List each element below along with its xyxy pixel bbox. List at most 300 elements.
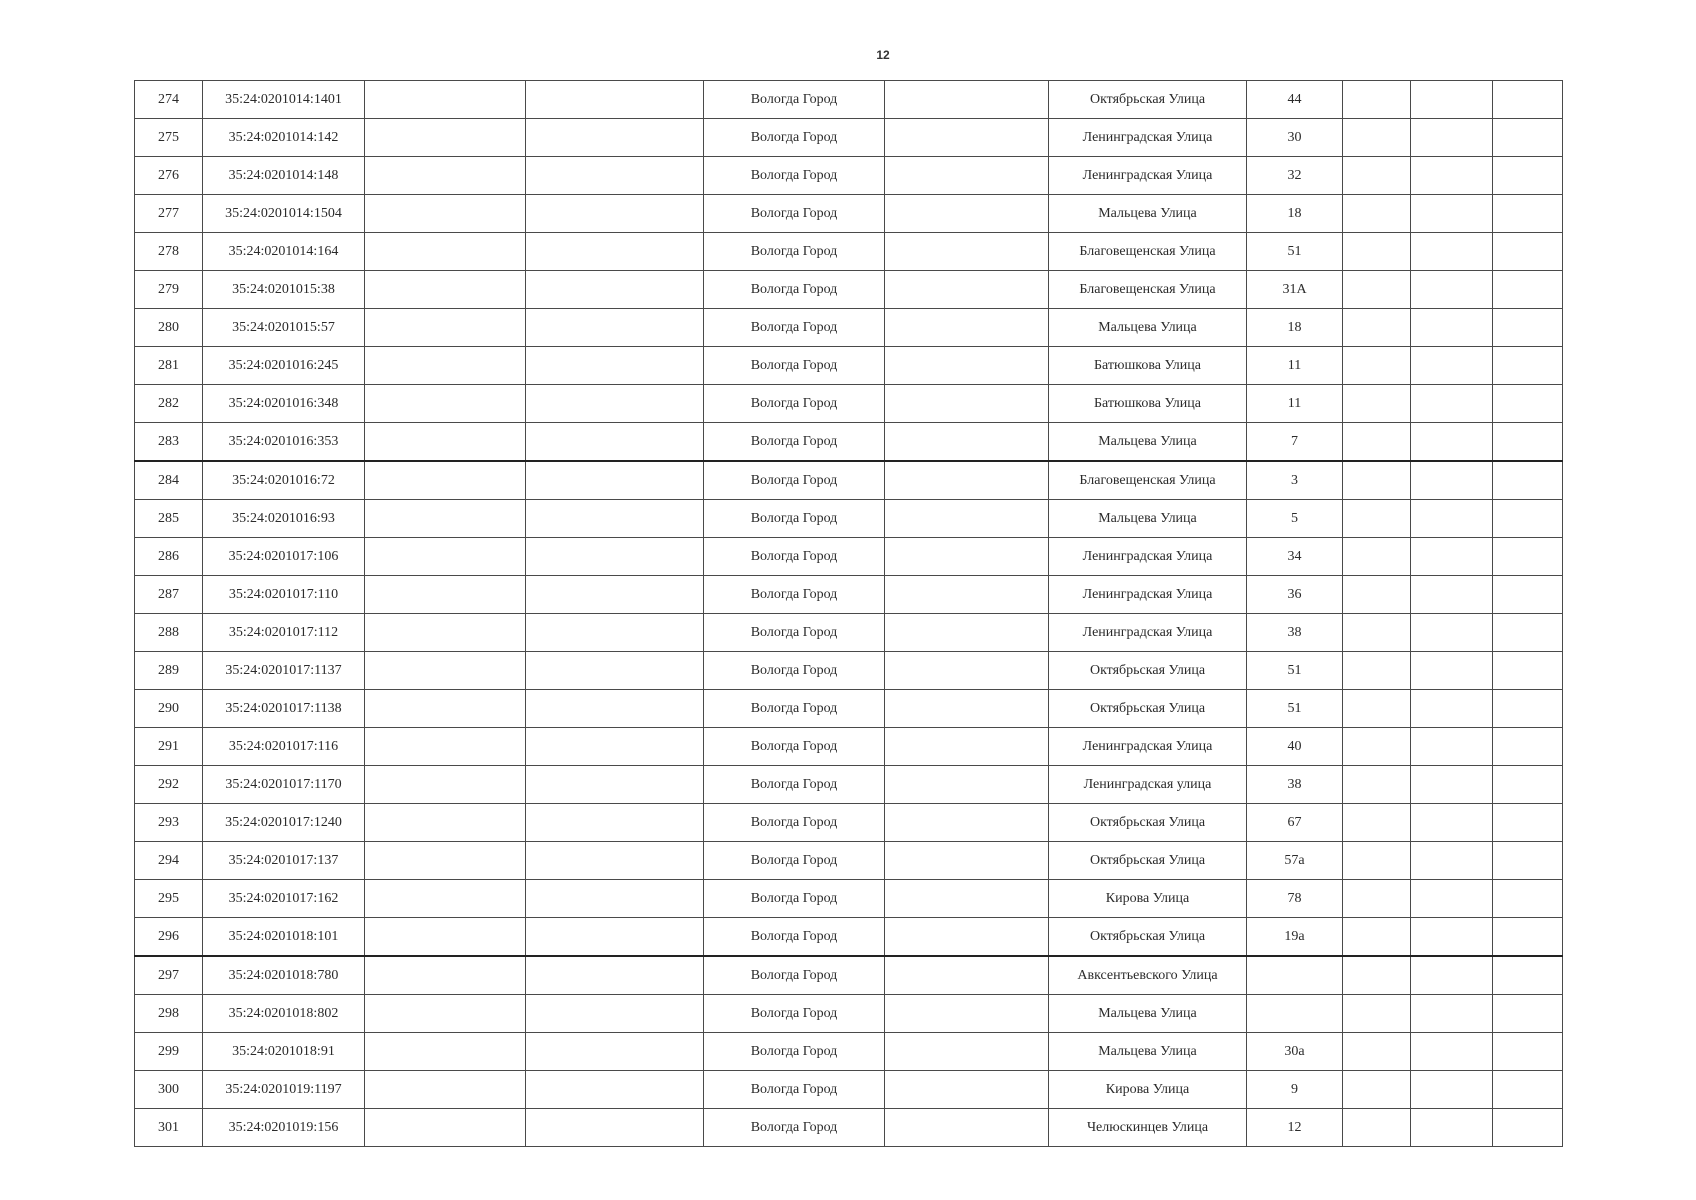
empty-cell bbox=[365, 81, 526, 119]
empty-cell bbox=[1411, 918, 1493, 957]
empty-cell bbox=[526, 576, 704, 614]
table-row bbox=[135, 728, 1563, 766]
cadastral-number-cell: 35:24:0201017:162 bbox=[203, 880, 365, 918]
empty-cell bbox=[365, 1109, 526, 1147]
street-cell: Октябрьская Улица bbox=[1049, 81, 1247, 119]
table-row bbox=[135, 956, 1563, 995]
empty-cell bbox=[1493, 1033, 1563, 1071]
table-row bbox=[135, 576, 1563, 614]
table-row bbox=[135, 995, 1563, 1033]
table-row bbox=[135, 538, 1563, 576]
empty-cell bbox=[1493, 880, 1563, 918]
row-number-cell: 301 bbox=[135, 1109, 203, 1147]
locality-cell: Вологда Город bbox=[704, 1071, 885, 1109]
row-number-cell: 298 bbox=[135, 995, 203, 1033]
row-number-cell: 274 bbox=[135, 81, 203, 119]
house-number-cell: 18 bbox=[1247, 195, 1343, 233]
house-number-cell: 18 bbox=[1247, 309, 1343, 347]
house-number-cell: 19а bbox=[1247, 918, 1343, 957]
empty-cell bbox=[365, 842, 526, 880]
locality-cell: Вологда Город bbox=[704, 918, 885, 957]
empty-cell bbox=[365, 309, 526, 347]
empty-cell bbox=[1493, 423, 1563, 462]
cadastral-number-cell: 35:24:0201014:148 bbox=[203, 157, 365, 195]
locality-cell: Вологда Город bbox=[704, 157, 885, 195]
house-number-cell: 38 bbox=[1247, 614, 1343, 652]
empty-cell bbox=[1343, 728, 1411, 766]
empty-cell bbox=[1411, 1109, 1493, 1147]
empty-cell bbox=[1411, 1071, 1493, 1109]
empty-cell bbox=[526, 614, 704, 652]
house-number-cell: 32 bbox=[1247, 157, 1343, 195]
empty-cell bbox=[885, 119, 1049, 157]
table-row bbox=[135, 119, 1563, 157]
empty-cell bbox=[885, 995, 1049, 1033]
table-row bbox=[135, 1071, 1563, 1109]
locality-cell: Вологда Город bbox=[704, 500, 885, 538]
empty-cell bbox=[526, 842, 704, 880]
empty-cell bbox=[526, 119, 704, 157]
empty-cell bbox=[1343, 956, 1411, 995]
empty-cell bbox=[1343, 347, 1411, 385]
empty-cell bbox=[526, 728, 704, 766]
empty-cell bbox=[1343, 1033, 1411, 1071]
empty-cell bbox=[526, 500, 704, 538]
empty-cell bbox=[1343, 995, 1411, 1033]
cadastral-number-cell: 35:24:0201017:116 bbox=[203, 728, 365, 766]
locality-cell: Вологда Город bbox=[704, 576, 885, 614]
empty-cell bbox=[365, 233, 526, 271]
empty-cell bbox=[1343, 766, 1411, 804]
street-cell: Октябрьская Улица bbox=[1049, 842, 1247, 880]
table-row bbox=[135, 385, 1563, 423]
house-number-cell: 34 bbox=[1247, 538, 1343, 576]
empty-cell bbox=[1493, 157, 1563, 195]
cadastral-number-cell: 35:24:0201019:1197 bbox=[203, 1071, 365, 1109]
house-number-cell: 51 bbox=[1247, 652, 1343, 690]
empty-cell bbox=[1493, 233, 1563, 271]
street-cell: Батюшкова Улица bbox=[1049, 385, 1247, 423]
empty-cell bbox=[526, 690, 704, 728]
empty-cell bbox=[885, 309, 1049, 347]
cadastral-number-cell: 35:24:0201017:1138 bbox=[203, 690, 365, 728]
street-cell: Мальцева Улица bbox=[1049, 995, 1247, 1033]
empty-cell bbox=[1343, 842, 1411, 880]
house-number-cell bbox=[1247, 956, 1343, 995]
row-number-cell: 279 bbox=[135, 271, 203, 309]
row-number-cell: 277 bbox=[135, 195, 203, 233]
empty-cell bbox=[1343, 157, 1411, 195]
street-cell: Ленинградская Улица bbox=[1049, 157, 1247, 195]
empty-cell bbox=[365, 538, 526, 576]
empty-cell bbox=[1343, 1071, 1411, 1109]
row-number-cell: 276 bbox=[135, 157, 203, 195]
empty-cell bbox=[1493, 538, 1563, 576]
empty-cell bbox=[1493, 195, 1563, 233]
empty-cell bbox=[365, 461, 526, 500]
table-row bbox=[135, 195, 1563, 233]
empty-cell bbox=[1343, 652, 1411, 690]
empty-cell bbox=[526, 1033, 704, 1071]
empty-cell bbox=[365, 995, 526, 1033]
table-row bbox=[135, 233, 1563, 271]
table-row bbox=[135, 271, 1563, 309]
empty-cell bbox=[1343, 81, 1411, 119]
empty-cell bbox=[1493, 385, 1563, 423]
empty-cell bbox=[365, 804, 526, 842]
empty-cell bbox=[885, 195, 1049, 233]
empty-cell bbox=[1493, 956, 1563, 995]
street-cell: Батюшкова Улица bbox=[1049, 347, 1247, 385]
empty-cell bbox=[1343, 423, 1411, 462]
empty-cell bbox=[1493, 766, 1563, 804]
cadastral-number-cell: 35:24:0201017:110 bbox=[203, 576, 365, 614]
row-number-cell: 294 bbox=[135, 842, 203, 880]
cadastral-number-cell: 35:24:0201014:1504 bbox=[203, 195, 365, 233]
locality-cell: Вологда Город bbox=[704, 804, 885, 842]
house-number-cell: 11 bbox=[1247, 347, 1343, 385]
empty-cell bbox=[1493, 81, 1563, 119]
empty-cell bbox=[526, 995, 704, 1033]
empty-cell bbox=[365, 918, 526, 957]
cadastral-number-cell: 35:24:0201015:57 bbox=[203, 309, 365, 347]
locality-cell: Вологда Город bbox=[704, 766, 885, 804]
empty-cell bbox=[885, 880, 1049, 918]
house-number-cell: 78 bbox=[1247, 880, 1343, 918]
empty-cell bbox=[885, 1033, 1049, 1071]
empty-cell bbox=[1493, 309, 1563, 347]
empty-cell bbox=[365, 1071, 526, 1109]
table-row bbox=[135, 918, 1563, 957]
empty-cell bbox=[1411, 804, 1493, 842]
row-number-cell: 282 bbox=[135, 385, 203, 423]
row-number-cell: 285 bbox=[135, 500, 203, 538]
registry-table-body bbox=[135, 81, 1563, 1147]
row-number-cell: 288 bbox=[135, 614, 203, 652]
cadastral-number-cell: 35:24:0201018:802 bbox=[203, 995, 365, 1033]
cadastral-number-cell: 35:24:0201018:91 bbox=[203, 1033, 365, 1071]
empty-cell bbox=[1343, 538, 1411, 576]
empty-cell bbox=[526, 1071, 704, 1109]
street-cell: Мальцева Улица bbox=[1049, 195, 1247, 233]
row-number-cell: 283 bbox=[135, 423, 203, 462]
empty-cell bbox=[1411, 1033, 1493, 1071]
empty-cell bbox=[1493, 728, 1563, 766]
house-number-cell: 51 bbox=[1247, 690, 1343, 728]
empty-cell bbox=[526, 804, 704, 842]
table-row bbox=[135, 880, 1563, 918]
empty-cell bbox=[526, 423, 704, 462]
street-cell: Ленинградская Улица bbox=[1049, 614, 1247, 652]
empty-cell bbox=[885, 1109, 1049, 1147]
empty-cell bbox=[1411, 81, 1493, 119]
cadastral-number-cell: 35:24:0201015:38 bbox=[203, 271, 365, 309]
locality-cell: Вологда Город bbox=[704, 81, 885, 119]
empty-cell bbox=[365, 766, 526, 804]
empty-cell bbox=[1411, 195, 1493, 233]
street-cell: Благовещенская Улица bbox=[1049, 233, 1247, 271]
table-row bbox=[135, 461, 1563, 500]
empty-cell bbox=[526, 880, 704, 918]
empty-cell bbox=[1411, 157, 1493, 195]
empty-cell bbox=[1493, 461, 1563, 500]
row-number-cell: 286 bbox=[135, 538, 203, 576]
house-number-cell: 30а bbox=[1247, 1033, 1343, 1071]
empty-cell bbox=[1343, 804, 1411, 842]
row-number-cell: 287 bbox=[135, 576, 203, 614]
empty-cell bbox=[365, 347, 526, 385]
empty-cell bbox=[1493, 119, 1563, 157]
street-cell: Благовещенская Улица bbox=[1049, 271, 1247, 309]
cadastral-number-cell: 35:24:0201019:156 bbox=[203, 1109, 365, 1147]
empty-cell bbox=[365, 157, 526, 195]
empty-cell bbox=[1411, 956, 1493, 995]
cadastral-number-cell: 35:24:0201014:142 bbox=[203, 119, 365, 157]
table-row bbox=[135, 652, 1563, 690]
empty-cell bbox=[1493, 614, 1563, 652]
empty-cell bbox=[1343, 233, 1411, 271]
cadastral-number-cell: 35:24:0201014:164 bbox=[203, 233, 365, 271]
empty-cell bbox=[1411, 614, 1493, 652]
house-number-cell: 3 bbox=[1247, 461, 1343, 500]
empty-cell bbox=[885, 347, 1049, 385]
house-number-cell: 51 bbox=[1247, 233, 1343, 271]
empty-cell bbox=[365, 1033, 526, 1071]
empty-cell bbox=[1343, 119, 1411, 157]
empty-cell bbox=[1411, 576, 1493, 614]
empty-cell bbox=[1411, 119, 1493, 157]
empty-cell bbox=[1343, 1109, 1411, 1147]
street-cell: Кирова Улица bbox=[1049, 1071, 1247, 1109]
locality-cell: Вологда Город bbox=[704, 1109, 885, 1147]
empty-cell bbox=[885, 766, 1049, 804]
locality-cell: Вологда Город bbox=[704, 233, 885, 271]
empty-cell bbox=[885, 423, 1049, 462]
empty-cell bbox=[526, 652, 704, 690]
locality-cell: Вологда Город bbox=[704, 690, 885, 728]
street-cell: Октябрьская Улица bbox=[1049, 804, 1247, 842]
empty-cell bbox=[526, 271, 704, 309]
house-number-cell bbox=[1247, 995, 1343, 1033]
table-row bbox=[135, 804, 1563, 842]
table-row bbox=[135, 347, 1563, 385]
empty-cell bbox=[365, 423, 526, 462]
locality-cell: Вологда Город bbox=[704, 119, 885, 157]
house-number-cell: 12 bbox=[1247, 1109, 1343, 1147]
row-number-cell: 300 bbox=[135, 1071, 203, 1109]
empty-cell bbox=[365, 614, 526, 652]
empty-cell bbox=[365, 576, 526, 614]
locality-cell: Вологда Город bbox=[704, 385, 885, 423]
empty-cell bbox=[1411, 233, 1493, 271]
empty-cell bbox=[1493, 347, 1563, 385]
cadastral-number-cell: 35:24:0201016:353 bbox=[203, 423, 365, 462]
empty-cell bbox=[1493, 1109, 1563, 1147]
table-row bbox=[135, 500, 1563, 538]
row-number-cell: 281 bbox=[135, 347, 203, 385]
empty-cell bbox=[526, 538, 704, 576]
empty-cell bbox=[526, 157, 704, 195]
locality-cell: Вологда Город bbox=[704, 880, 885, 918]
empty-cell bbox=[1411, 309, 1493, 347]
locality-cell: Вологда Город bbox=[704, 538, 885, 576]
empty-cell bbox=[1411, 423, 1493, 462]
cadastral-number-cell: 35:24:0201017:1240 bbox=[203, 804, 365, 842]
empty-cell bbox=[526, 766, 704, 804]
street-cell: Октябрьская Улица bbox=[1049, 690, 1247, 728]
table-row bbox=[135, 690, 1563, 728]
empty-cell bbox=[1493, 918, 1563, 957]
empty-cell bbox=[365, 880, 526, 918]
empty-cell bbox=[365, 690, 526, 728]
house-number-cell: 9 bbox=[1247, 1071, 1343, 1109]
empty-cell bbox=[1343, 461, 1411, 500]
cadastral-number-cell: 35:24:0201018:780 bbox=[203, 956, 365, 995]
street-cell: Авксентьевского Улица bbox=[1049, 956, 1247, 995]
row-number-cell: 296 bbox=[135, 918, 203, 957]
street-cell: Благовещенская Улица bbox=[1049, 461, 1247, 500]
row-number-cell: 275 bbox=[135, 119, 203, 157]
house-number-cell: 57а bbox=[1247, 842, 1343, 880]
cadastral-number-cell: 35:24:0201016:348 bbox=[203, 385, 365, 423]
table-row bbox=[135, 81, 1563, 119]
locality-cell: Вологда Город bbox=[704, 347, 885, 385]
row-number-cell: 280 bbox=[135, 309, 203, 347]
empty-cell bbox=[885, 804, 1049, 842]
empty-cell bbox=[1411, 347, 1493, 385]
street-cell: Октябрьская Улица bbox=[1049, 918, 1247, 957]
empty-cell bbox=[885, 461, 1049, 500]
empty-cell bbox=[1411, 728, 1493, 766]
empty-cell bbox=[885, 614, 1049, 652]
house-number-cell: 38 bbox=[1247, 766, 1343, 804]
empty-cell bbox=[885, 538, 1049, 576]
locality-cell: Вологда Город bbox=[704, 423, 885, 462]
empty-cell bbox=[526, 81, 704, 119]
locality-cell: Вологда Город bbox=[704, 271, 885, 309]
empty-cell bbox=[885, 728, 1049, 766]
cadastral-number-cell: 35:24:0201016:245 bbox=[203, 347, 365, 385]
empty-cell bbox=[526, 233, 704, 271]
empty-cell bbox=[1411, 652, 1493, 690]
empty-cell bbox=[1493, 690, 1563, 728]
empty-cell bbox=[1343, 195, 1411, 233]
row-number-cell: 289 bbox=[135, 652, 203, 690]
house-number-cell: 30 bbox=[1247, 119, 1343, 157]
row-number-cell: 291 bbox=[135, 728, 203, 766]
empty-cell bbox=[885, 576, 1049, 614]
empty-cell bbox=[1411, 461, 1493, 500]
empty-cell bbox=[526, 1109, 704, 1147]
empty-cell bbox=[885, 157, 1049, 195]
empty-cell bbox=[1343, 690, 1411, 728]
empty-cell bbox=[1343, 271, 1411, 309]
table-row bbox=[135, 309, 1563, 347]
empty-cell bbox=[1411, 995, 1493, 1033]
empty-cell bbox=[1493, 842, 1563, 880]
empty-cell bbox=[526, 347, 704, 385]
row-number-cell: 290 bbox=[135, 690, 203, 728]
street-cell: Ленинградская Улица bbox=[1049, 728, 1247, 766]
empty-cell bbox=[1493, 652, 1563, 690]
empty-cell bbox=[1411, 538, 1493, 576]
empty-cell bbox=[1493, 995, 1563, 1033]
street-cell: Октябрьская Улица bbox=[1049, 652, 1247, 690]
empty-cell bbox=[885, 918, 1049, 957]
cadastral-number-cell: 35:24:0201017:1170 bbox=[203, 766, 365, 804]
locality-cell: Вологда Город bbox=[704, 461, 885, 500]
cadastral-number-cell: 35:24:0201018:101 bbox=[203, 918, 365, 957]
empty-cell bbox=[1343, 614, 1411, 652]
cadastral-number-cell: 35:24:0201017:106 bbox=[203, 538, 365, 576]
empty-cell bbox=[1343, 576, 1411, 614]
empty-cell bbox=[885, 690, 1049, 728]
empty-cell bbox=[1411, 690, 1493, 728]
house-number-cell: 36 bbox=[1247, 576, 1343, 614]
cadastral-number-cell: 35:24:0201017:1137 bbox=[203, 652, 365, 690]
empty-cell bbox=[365, 271, 526, 309]
empty-cell bbox=[365, 728, 526, 766]
empty-cell bbox=[1343, 500, 1411, 538]
empty-cell bbox=[1493, 804, 1563, 842]
row-number-cell: 295 bbox=[135, 880, 203, 918]
row-number-cell: 292 bbox=[135, 766, 203, 804]
empty-cell bbox=[1411, 385, 1493, 423]
house-number-cell: 5 bbox=[1247, 500, 1343, 538]
locality-cell: Вологда Город bbox=[704, 195, 885, 233]
street-cell: Ленинградская улица bbox=[1049, 766, 1247, 804]
street-cell: Челюскинцев Улица bbox=[1049, 1109, 1247, 1147]
house-number-cell: 40 bbox=[1247, 728, 1343, 766]
house-number-cell: 7 bbox=[1247, 423, 1343, 462]
locality-cell: Вологда Город bbox=[704, 309, 885, 347]
house-number-cell: 31А bbox=[1247, 271, 1343, 309]
row-number-cell: 278 bbox=[135, 233, 203, 271]
empty-cell bbox=[1343, 918, 1411, 957]
empty-cell bbox=[1493, 271, 1563, 309]
empty-cell bbox=[365, 195, 526, 233]
house-number-cell: 44 bbox=[1247, 81, 1343, 119]
empty-cell bbox=[526, 309, 704, 347]
empty-cell bbox=[1343, 880, 1411, 918]
empty-cell bbox=[1411, 500, 1493, 538]
table-row bbox=[135, 614, 1563, 652]
empty-cell bbox=[1411, 880, 1493, 918]
empty-cell bbox=[365, 500, 526, 538]
empty-cell bbox=[526, 918, 704, 957]
empty-cell bbox=[885, 385, 1049, 423]
table-row bbox=[135, 842, 1563, 880]
empty-cell bbox=[1493, 1071, 1563, 1109]
empty-cell bbox=[885, 81, 1049, 119]
empty-cell bbox=[365, 385, 526, 423]
table-row bbox=[135, 423, 1563, 462]
empty-cell bbox=[526, 956, 704, 995]
cadastral-number-cell: 35:24:0201016:72 bbox=[203, 461, 365, 500]
cadastral-number-cell: 35:24:0201014:1401 bbox=[203, 81, 365, 119]
empty-cell bbox=[1343, 385, 1411, 423]
empty-cell bbox=[526, 195, 704, 233]
empty-cell bbox=[1411, 842, 1493, 880]
registry-table bbox=[134, 80, 1563, 1147]
street-cell: Мальцева Улица bbox=[1049, 423, 1247, 462]
street-cell: Ленинградская Улица bbox=[1049, 119, 1247, 157]
street-cell: Ленинградская Улица bbox=[1049, 576, 1247, 614]
row-number-cell: 299 bbox=[135, 1033, 203, 1071]
empty-cell bbox=[885, 652, 1049, 690]
table-row bbox=[135, 157, 1563, 195]
street-cell: Мальцева Улица bbox=[1049, 500, 1247, 538]
